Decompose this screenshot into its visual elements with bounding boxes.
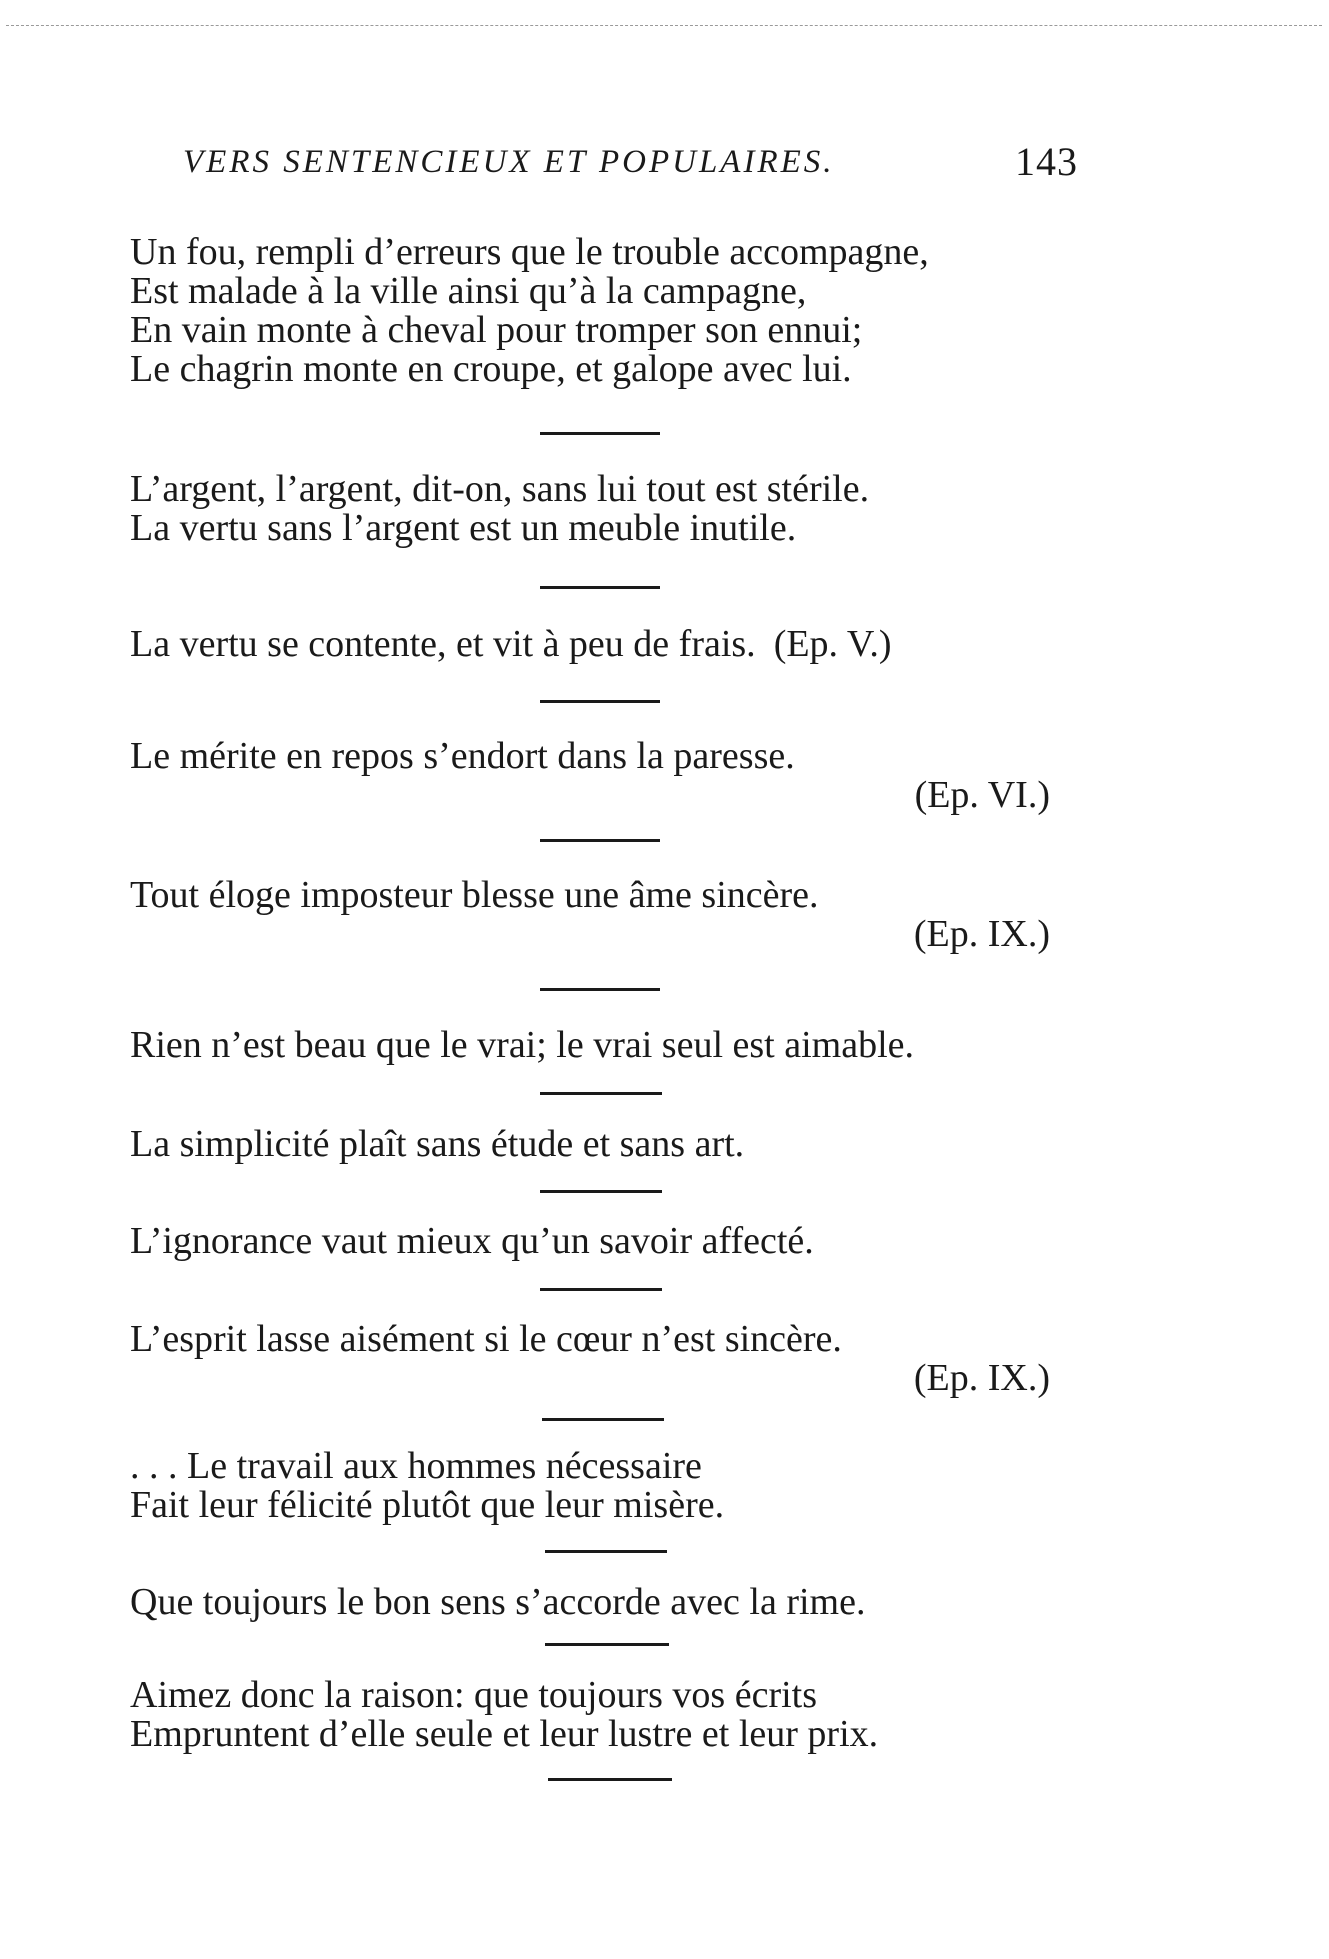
quote-line: Tout éloge imposteur blesse une âme sincère. [130,874,819,916]
page-top-edge [6,25,1322,26]
separator-rule [540,839,660,842]
citation: (Ep. VI.) [914,774,1050,816]
quote-10 [130,1447,1090,1525]
quote-text: La vertu se contente, et vit à peu de frais. [130,623,756,665]
quote-11 [130,1583,1090,1622]
quote-line: Fait leur félicité plutôt que leur misère. [130,1484,725,1526]
quote-3 [130,625,1090,664]
separator-rule [545,1550,667,1553]
quote-line: Que toujours le bon sens s’accorde avec la rime. [130,1581,866,1623]
quote-12 [130,1676,1090,1754]
separator-rule [545,1643,669,1646]
quote-6 [130,1026,1090,1065]
quote-line: En vain monte à cheval pour tromper son ennui; [130,309,863,351]
separator-rule [540,1190,662,1193]
quote-1 [130,233,1090,389]
running-header [183,138,1083,188]
quote-line: Un fou, rempli d’erreurs que le trouble accompagne, [130,231,929,273]
separator-rule [540,700,660,703]
quote-8 [130,1222,1090,1261]
citation: (Ep. IX.) [913,1357,1050,1399]
quote-line: La vertu sans l’argent est un meuble inutile. [130,507,797,549]
citation: (Ep. IX.) [913,913,1050,955]
separator-rule [540,988,660,991]
separator-rule [540,586,660,589]
quote-line: La simplicité plaît sans étude et sans art. [130,1123,745,1165]
quote-line: . . . Le travail aux hommes nécessaire [130,1445,702,1487]
quote-line: Le mérite en repos s’endort dans la paresse. [130,735,795,777]
page-number: 143 [1015,139,1078,184]
quote-9 [130,1320,1090,1398]
quote-line: L’argent, l’argent, dit-on, sans lui tout est stérile. [130,468,870,510]
separator-rule [548,1778,672,1781]
quote-line: Est malade à la ville ainsi qu’à la campagne, [130,270,807,312]
quote-line: Empruntent d’elle seule et leur lustre et leur prix. [130,1713,879,1755]
separator-rule [540,432,660,435]
quote-line: Le chagrin monte en croupe, et galope avec lui. [130,348,852,390]
separator-rule [542,1418,664,1421]
quote-5 [130,876,1090,954]
separator-rule [540,1288,662,1291]
quote-7 [130,1125,1090,1164]
quote-line: L’ignorance vaut mieux qu’un savoir affecté. [130,1220,814,1262]
quote-line: Rien n’est beau que le vrai; le vrai seul est aimable. [130,1024,914,1066]
quote-line: L’esprit lasse aisément si le cœur n’est sincère. [130,1318,842,1360]
quote-line: Aimez donc la raison: que toujours vos écrits [130,1674,818,1716]
running-title: VERS SENTENCIEUX ET POPULAIRES. [183,144,835,180]
quote-2 [130,470,1090,548]
quote-4 [130,737,1090,815]
quote-line [130,625,1090,664]
separator-rule [540,1092,662,1095]
citation: (Ep. V.) [773,623,892,665]
